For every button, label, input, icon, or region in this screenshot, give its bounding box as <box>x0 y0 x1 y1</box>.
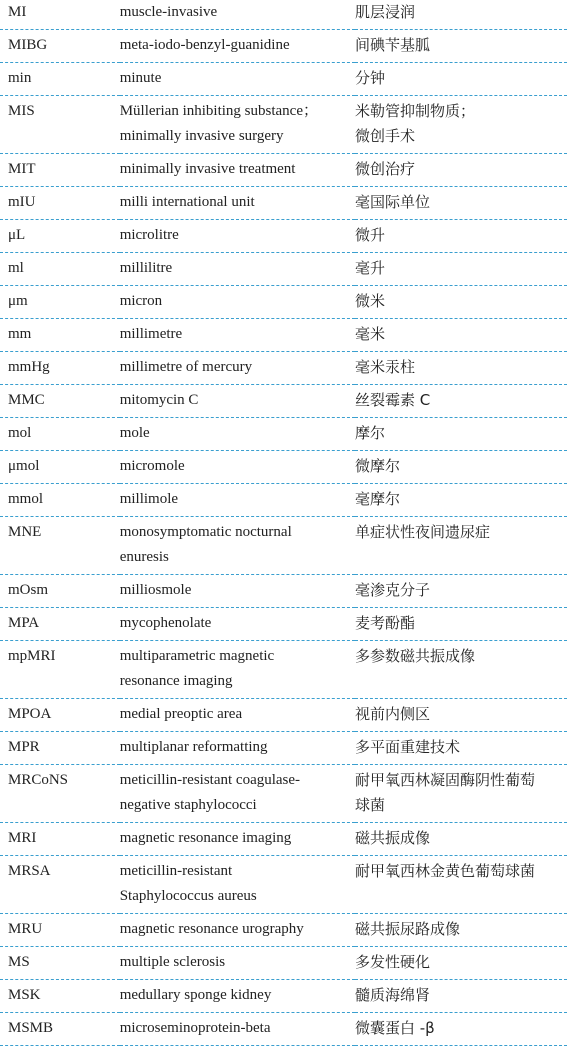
english-term-cell: medullary sponge kidney <box>120 980 355 1013</box>
chinese-term-cell: 单症状性夜间遗尿症 <box>355 517 567 575</box>
english-term-cell: medial preoptic area <box>120 699 355 732</box>
chinese-term-cell: 耐甲氧西林凝固酶阴性葡萄 球菌 <box>355 765 567 823</box>
chinese-term-cell: 微升 <box>355 220 567 253</box>
english-term-cell: muscle-invasive <box>120 0 355 30</box>
chinese-term-cell: 多平面重建技术 <box>355 732 567 765</box>
abbreviation-cell: mOsm <box>0 575 120 608</box>
chinese-term-cell: 间碘苄基胍 <box>355 30 567 63</box>
chinese-term-cell: 耐甲氧西林金黄色葡萄球菌 <box>355 856 567 914</box>
table-row <box>0 980 567 1013</box>
english-term-cell: mycophenolate <box>120 608 355 641</box>
table-row <box>0 96 567 154</box>
abbreviation-cell: μL <box>0 220 120 253</box>
english-term-cell: millimole <box>120 484 355 517</box>
table-row <box>0 63 567 96</box>
chinese-term-cell: 肌层浸润 <box>355 0 567 30</box>
abbreviation-cell: MPR <box>0 732 120 765</box>
abbreviation-cell: MRI <box>0 823 120 856</box>
english-term-cell: meta-iodo-benzyl-guanidine <box>120 30 355 63</box>
english-term-cell: Müllerian inhibiting substance； minimally invasive surgery <box>120 96 355 154</box>
english-term-cell: mole <box>120 418 355 451</box>
table-row <box>0 856 567 914</box>
chinese-term-cell: 微摩尔 <box>355 451 567 484</box>
chinese-term-cell: 微创治疗 <box>355 154 567 187</box>
english-term-cell: microlitre <box>120 220 355 253</box>
chinese-term-cell: 毫米汞柱 <box>355 352 567 385</box>
english-term-cell: micron <box>120 286 355 319</box>
english-term-cell: microseminoprotein-beta <box>120 1013 355 1046</box>
table-row <box>0 641 567 699</box>
abbreviation-cell: mm <box>0 319 120 352</box>
abbreviation-cell: MPA <box>0 608 120 641</box>
table-row <box>0 575 567 608</box>
table-row <box>0 220 567 253</box>
english-term-cell: milliosmole <box>120 575 355 608</box>
table-row <box>0 253 567 286</box>
abbreviation-cell: mol <box>0 418 120 451</box>
table-row <box>0 732 567 765</box>
table-row <box>0 0 567 30</box>
table-row <box>0 319 567 352</box>
abbreviation-cell: MS <box>0 947 120 980</box>
table-row <box>0 608 567 641</box>
english-term-cell: minute <box>120 63 355 96</box>
chinese-term-cell: 毫渗克分子 <box>355 575 567 608</box>
abbreviation-cell: mmHg <box>0 352 120 385</box>
english-term-cell: multiparametric magnetic resonance imaging <box>120 641 355 699</box>
english-term-cell: magnetic resonance urography <box>120 914 355 947</box>
english-term-cell: multiple sclerosis <box>120 947 355 980</box>
english-term-cell: monosymptomatic nocturnal enuresis <box>120 517 355 575</box>
abbreviation-cell: μm <box>0 286 120 319</box>
table-row <box>0 1013 567 1046</box>
table-row <box>0 385 567 418</box>
table-row <box>0 30 567 63</box>
abbreviation-cell: MRSA <box>0 856 120 914</box>
chinese-term-cell: 微囊蛋白 -β <box>355 1013 567 1046</box>
abbreviation-cell: MRCoNS <box>0 765 120 823</box>
english-term-cell: minimally invasive treatment <box>120 154 355 187</box>
english-term-cell: millilitre <box>120 253 355 286</box>
chinese-term-cell: 多参数磁共振成像 <box>355 641 567 699</box>
english-term-cell: mitomycin C <box>120 385 355 418</box>
abbreviation-cell: mIU <box>0 187 120 220</box>
english-term-cell: meticillin-resistant Staphylococcus aureus <box>120 856 355 914</box>
english-term-cell: meticillin-resistant coagulase- negative staphylococci <box>120 765 355 823</box>
table-row <box>0 699 567 732</box>
abbreviation-cell: MRU <box>0 914 120 947</box>
table-row <box>0 947 567 980</box>
chinese-term-cell: 丝裂霉素 C <box>355 385 567 418</box>
abbreviation-cell: mpMRI <box>0 641 120 699</box>
abbreviation-cell: ml <box>0 253 120 286</box>
english-term-cell: magnetic resonance imaging <box>120 823 355 856</box>
chinese-term-cell: 多发性硬化 <box>355 947 567 980</box>
table-row <box>0 187 567 220</box>
abbreviation-cell: min <box>0 63 120 96</box>
abbreviation-cell: MIBG <box>0 30 120 63</box>
chinese-term-cell: 毫国际单位 <box>355 187 567 220</box>
table-row <box>0 352 567 385</box>
table-row <box>0 286 567 319</box>
chinese-term-cell: 毫摩尔 <box>355 484 567 517</box>
english-term-cell: millimetre of mercury <box>120 352 355 385</box>
table-row <box>0 418 567 451</box>
abbreviation-cell: μmol <box>0 451 120 484</box>
chinese-term-cell: 磁共振尿路成像 <box>355 914 567 947</box>
chinese-term-cell: 分钟 <box>355 63 567 96</box>
chinese-term-cell: 毫米 <box>355 319 567 352</box>
chinese-term-cell: 微米 <box>355 286 567 319</box>
abbreviation-cell: MSMB <box>0 1013 120 1046</box>
english-term-cell: millimetre <box>120 319 355 352</box>
abbreviation-cell: MI <box>0 0 120 30</box>
abbreviation-cell: MIS <box>0 96 120 154</box>
abbreviation-cell: MNE <box>0 517 120 575</box>
table-row <box>0 765 567 823</box>
table-row <box>0 154 567 187</box>
chinese-term-cell: 磁共振成像 <box>355 823 567 856</box>
abbreviation-cell: MPOA <box>0 699 120 732</box>
abbreviation-cell: MIT <box>0 154 120 187</box>
chinese-term-cell: 米勒管抑制物质； 微创手术 <box>355 96 567 154</box>
abbreviation-cell: MSK <box>0 980 120 1013</box>
chinese-term-cell: 麦考酚酯 <box>355 608 567 641</box>
table-row <box>0 484 567 517</box>
table-row <box>0 823 567 856</box>
chinese-term-cell: 毫升 <box>355 253 567 286</box>
chinese-term-cell: 摩尔 <box>355 418 567 451</box>
chinese-term-cell: 视前内侧区 <box>355 699 567 732</box>
abbreviation-cell: mmol <box>0 484 120 517</box>
table-row <box>0 517 567 575</box>
abbreviation-cell: MMC <box>0 385 120 418</box>
english-term-cell: multiplanar reformatting <box>120 732 355 765</box>
table-row <box>0 914 567 947</box>
chinese-term-cell: 髓质海绵肾 <box>355 980 567 1013</box>
table-row <box>0 451 567 484</box>
english-term-cell: micromole <box>120 451 355 484</box>
english-term-cell: milli international unit <box>120 187 355 220</box>
